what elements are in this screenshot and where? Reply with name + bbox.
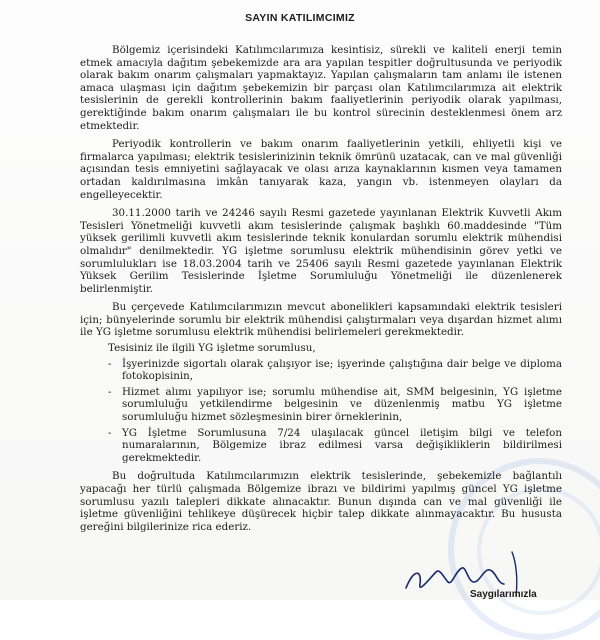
list-dash: -: [108, 426, 112, 439]
list-item: [80, 386, 562, 424]
requirements-list: [80, 358, 562, 465]
paragraph-maintenance: Periyodik kontrollerin ve bakım onarım faaliyetlerinin yetkili, ehliyetli kişi ve firmalarca yapılması; elektrik tesislerinizinin teknik ömrünü uzatacak, can ve mal güvenliği açısından tesis emniyetini sağlayacak ve olası arıza kaynaklarının kısmen veya tamamen ortadan kaldırılmasına imkân tanıyarak kaza, yangın vb. istenmeyen olayları da engelleyecektir.: [80, 138, 562, 201]
list-item-text: Hizmet alımı yapılıyor ise; sorumlu mühendise ait, SMM belgesinin, YG işletme sorumluluğu yetkilendirme belgesinin ve düzenlenmiş matbu YG işletme sorumluluğu hizmet sözleşmesinin birer örneklerinin,: [122, 385, 562, 424]
list-dash: -: [108, 357, 112, 370]
list-item-text: İşyerinizde sigortalı olarak çalışıyor ise; işyerinde çalıştığına dair belge ve diploma fotokopisinin,: [122, 357, 562, 383]
list-item: [80, 427, 562, 465]
list-item-text: YG İşletme Sorumlusuna 7/24 ulaşılacak güncel iletişim bilgi ve telefon numaralarının, Bölgemize ibraz edilmesi varsa değişikliklerin bildirilmesi gerekmektedir.: [122, 426, 562, 464]
paragraph-regulation: 30.11.2000 tarih ve 24246 sayılı Resmi gazetede yayınlanan Elektrik Kuvvetli Akım Tesisleri Yönetmeliği kuvvetli akım tesislerinde çalışmak başlıklı 60.maddesinde "Tüm yüksek gerilimli kuvvetli akım tesislerinde teknik konulardan sorumlu elektrik mühendisi olmalıdır" denilmektedir. YG işletme sorumlusu elektrik mühendisinin görev yetki ve sorumlulukları ise 18.03.2004 tarih ve 25406 sayılı Resmi gazetede yayınlanan Elektrik Yüksek Gerilim Tesislerinde İşletme Sorumluluğu Yönetmeliği ile düzenlenerek belirlenmiştir.: [80, 207, 562, 295]
document-title: SAYIN KATILIMCIMIZ: [245, 12, 355, 24]
list-dash: -: [108, 385, 112, 398]
paragraph-closing: Bu doğrultuda Katılımcılarımızın elektrik tesislerinde, şebekemizle bağlantılı yapacağı her türlü çalışmada Bölgemize ibrazı ve bildirimi yapılmış güncel YG işletme sorumlusu yazılı talepleri dikkate alınacaktır. Bunun dışında can ve mal güvenliği ile işletme güvenliğini tehlikeye düşürecek hiçbir talep dikkate alınmayacaktır. Bu hususta gereğini bilgilerinize rica ederiz.: [80, 470, 562, 533]
paragraph-framework: Bu çerçevede Katılımcılarımızın mevcut abonelikleri kapsamındaki elektrik tesisleri için; bünyelerinde sorumlu bir elektrik mühendisi çalıştırmaları veya dışardan hizmet alımı ile YG işletme sorumlusu elektrik mühendisi belirlemeleri gerekmektedir.: [80, 301, 562, 339]
list-item: [80, 358, 562, 383]
closing-salutation: Saygılarımızla: [470, 589, 537, 600]
document-body: [80, 44, 562, 539]
list-intro: Tesisiniz ile ilgili YG işletme sorumlusu,: [108, 342, 316, 355]
paragraph-intro: Bölgemiz içerisindeki Katılımcılarımıza kesintisiz, sürekli ve kaliteli enerji temin etmek amacıyla dağıtım şebekemizde ara ara yapılan tespitler doğrultusunda ve periyodik olarak bakım onarım çalışmaları yapmaktayız. Yapılan çalışmaların tam anlamı ile istenen amaca ulaşması için dağıtım şebekemizin bir parçası olan Katılımcılarımıza ait elektrik tesislerinin de gerekli kontrollerinin bakım faaliyetlerinin periyodik olarak yapılması, gerektiğinde bakım onarım çalışmaları ile bu kontrol sürecinin desteklenmesi önem arz etmektedir.: [80, 44, 562, 132]
